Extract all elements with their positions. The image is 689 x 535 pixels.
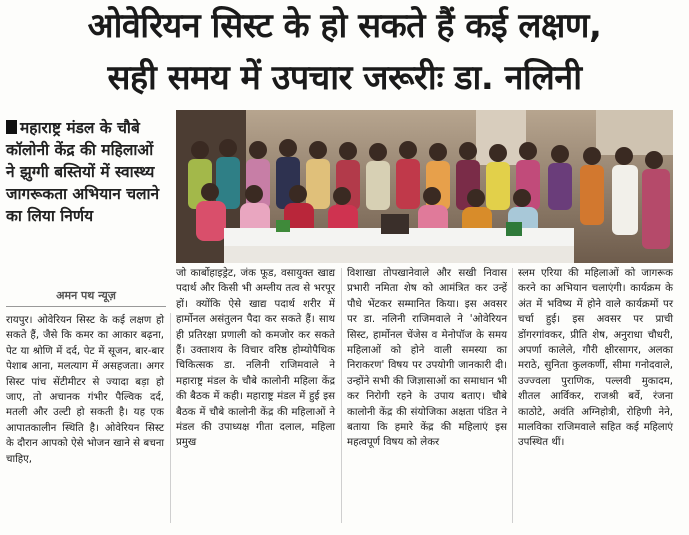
column-4-text: स्लम एरिया की महिलाओं को जागरूक करने का अभियान चलाएंगी। कार्यक्रम के अंत में भविष्य में होने वाले कार्यक्रमों पर चर्चा हुई। इस अवसर पर प्राची डोंगरगांवकर, प्रीति शेष, अनुराधा चौधरी, अपर्णा कालेले, गौरी क्षीरसागर, अलका मराठे, सुनिता कुलकर्णी, सीमा गनोदवाले, उज्ज्वला पुराणिक, पल्लवी मुकादम, शीतल आर्विकर, राजश्री बर्वे, रंजना काठोटे, अवंति अग्निहोत्री, रोहिणी नेने, मालविका राजिमवाले सहित कई महिलाएं उपस्थित थीं।	[518, 268, 673, 449]
subheading	[6, 117, 166, 227]
article-column-4	[518, 266, 673, 451]
column-1-text: रायपुर। ओवेरियन सिस्ट के कई लक्षण हो सकते हैं, जैसे कि कमर का आकार बढ़ना, पेट या श्रोणि में दर्द, पेट में सूजन, बार-बार पेशाब आना, मलत्याग में असहजता। अगर सिस्ट पांच सेंटीमीटर से ज्यादा बड़ा हो जाए, तो अचानक गंभीर पैल्विक दर्द, मतली और उल्टी हो सकती है। यह एक आपातकालीन स्थिति है। ओवेरियन सिस्ट के दौरान आपको ऐसे भोजन खाने से बचना चाहिए,	[6, 315, 164, 465]
column-divider	[170, 313, 171, 523]
group-photo-icon	[176, 110, 673, 263]
byline: अमन पथ न्यूज़	[56, 289, 116, 302]
group-photo	[176, 110, 673, 263]
subheading-text: महाराष्ट्र मंडल के चौबे कॉलोनी केंद्र की महिलाओं ने झुग्गी बस्तियों में स्वास्थ्य जागरूकता अभियान चलाने का लिया निर्णय	[6, 119, 160, 225]
article-column-2	[176, 266, 335, 451]
byline-rule	[6, 306, 166, 307]
article-column-1	[6, 313, 164, 467]
column-divider	[512, 268, 513, 523]
headline-line-2: सही समय में उपचार जरूरीः डा. नलिनी	[107, 58, 582, 98]
column-3-text: विशाखा तोपखानेवाले और सखी निवास प्रभारी नमिता शेष को आमंत्रित कर उन्हें पौधे भेंटकर सम्मानित किया। इस अवसर पर डा. नलिनी राजिमवाले ने 'ओवेरियन सिस्ट, हार्मोनल चेंजेस व मेनोपॉज के समय महिलाओं को होने वाली समस्या का निराकरण' विषय पर उपयोगी जानकारी दी। उन्होंने सभी की जिज्ञासाओं का समाधान भी कर निरोगी रहने के उपाय बताए। चौबे कालोनी केंद्र की संयोजिका अक्षता पंडित ने बताया कि हमारे केंद्र की महिलाएं इस महत्वपूर्ण विषय को लेकर	[347, 268, 507, 449]
bullet-square-icon	[6, 120, 17, 134]
headline-line-1: ओवेरियन सिस्ट के हो सकते हैं कई लक्षण,	[87, 6, 602, 46]
column-divider	[341, 268, 342, 523]
article-column-3	[347, 266, 507, 451]
column-2-text: जो कार्बोहाइड्रेट, जंक फूड, वसायुक्त खाद्य पदार्थ और किसी भी अम्लीय तत्व से भरपूर हों। क्योंकि ऐसे खाद्य पदार्थ शरीर में हार्मोनल असंतुलन पैदा कर सकते हैं। साथ ही प्रतिरक्षा प्रणाली को कमजोर कर सकते हैं। उक्ताशय के विचार वरिष्ठ होम्योपैथिक चिकित्सक डा. नलिनी राजिमवाले ने महाराष्ट्र मंडल के चौबे कालोनी महिला केंद्र की बैठक में कही। महाराष्ट्र मंडल में हुई इस बैठक में चौबे कालोनी केंद्र की महिलाओं ने मंडल की उपाध्यक्ष गीता दलाल, महिला प्रमुख	[176, 268, 335, 449]
